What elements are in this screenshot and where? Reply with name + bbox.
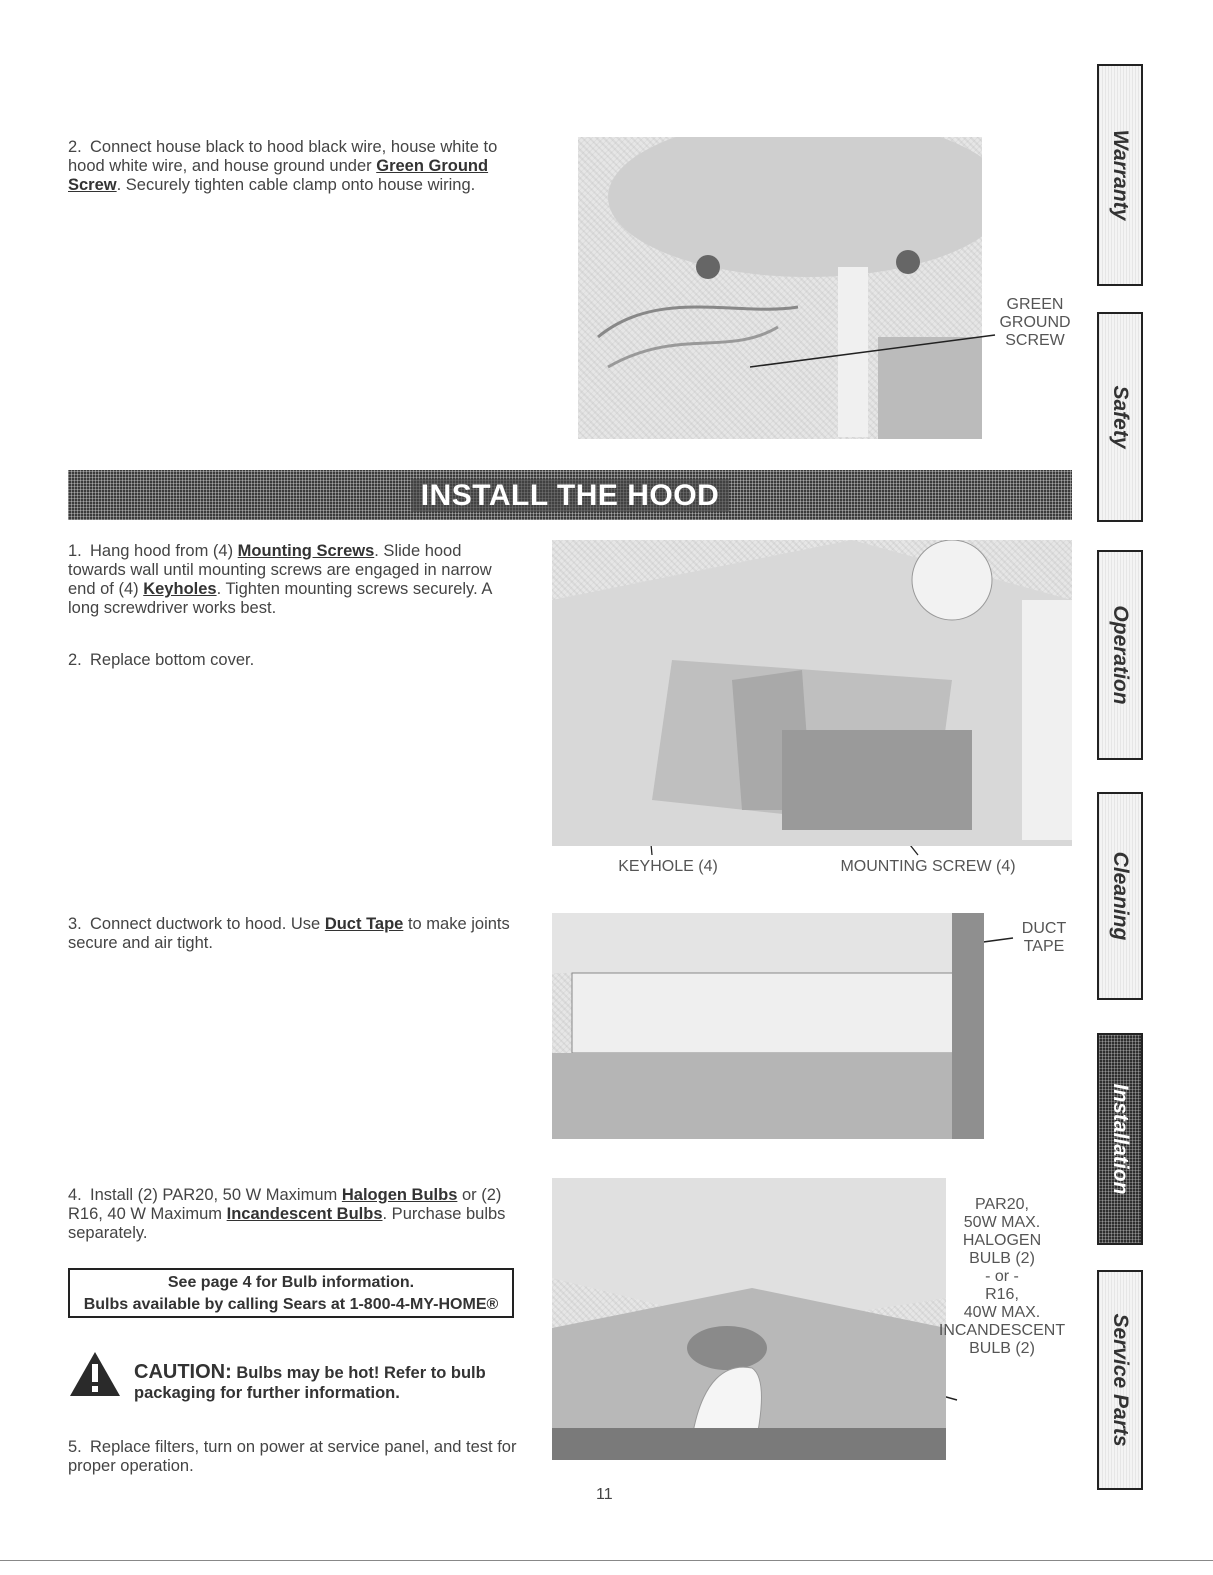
- step-number: 1.: [68, 542, 82, 560]
- bulb-info-line: Bulbs available by calling Sears at 1-800-4-MY-HOME®: [83, 1296, 499, 1313]
- tab-service-parts[interactable]: [1097, 1270, 1143, 1490]
- tab-label: Cleaning: [1109, 851, 1132, 941]
- photo-duct-tape: [552, 913, 984, 1139]
- step-number: 2.: [68, 138, 82, 156]
- step-text: Connect ductwork to hood. Use: [90, 915, 321, 933]
- callout-duct-tape: [1014, 920, 1074, 956]
- bulb-info-line: See page 4 for Bulb information.: [167, 1274, 415, 1291]
- callout-line: GROUND: [999, 314, 1071, 331]
- callout-line: R16,: [985, 1286, 1019, 1303]
- callout-line: - or -: [985, 1268, 1019, 1285]
- banner-title: INSTALL THE HOOD: [411, 479, 730, 512]
- caution-message: Bulbs may be hot! Refer to bulb packaging for further information.: [134, 1364, 486, 1402]
- step-number: 3.: [68, 915, 82, 933]
- mounting-screws-term: Mounting Screws: [237, 542, 375, 560]
- caption-keyhole: KEYHOLE (4): [618, 858, 718, 875]
- callout-line: BULB (2): [969, 1340, 1035, 1357]
- duct-tape-term: Duct Tape: [324, 915, 404, 933]
- callout-green-ground-screw: [996, 296, 1074, 350]
- step-text: Replace bottom cover.: [90, 651, 255, 669]
- footer-divider: [0, 1560, 1213, 1561]
- callout-line: BULB (2): [969, 1250, 1035, 1267]
- tab-cleaning[interactable]: [1097, 792, 1143, 1000]
- page-number: 11: [596, 1486, 613, 1503]
- step-text-end: . Securely tighten cable clamp onto house wiring.: [116, 176, 476, 194]
- step-number: 5.: [68, 1438, 82, 1456]
- bulb-info-box: [68, 1268, 514, 1318]
- caution-text: [134, 1362, 534, 1403]
- callout-line: DUCT: [1021, 920, 1067, 937]
- step-text: . Slide hood towards wall until mounting screws are engaged in narrow end of (4): [68, 542, 492, 598]
- step-text: to make joints secure and air tight.: [68, 915, 510, 952]
- step-hang-hood: [68, 542, 520, 618]
- step-text: or (2) R16, 40 W Maximum: [68, 1186, 502, 1223]
- callout-line: 50W MAX.: [963, 1214, 1041, 1231]
- green-ground-screw-term: Green Ground Screw: [68, 157, 489, 194]
- tab-warranty[interactable]: [1097, 64, 1143, 286]
- incandescent-bulbs-term: Incandescent Bulbs: [226, 1205, 383, 1223]
- step-text: Connect house black to hood black wire, house white to hood white wire, and house ground under: [68, 138, 498, 175]
- section-banner: [68, 470, 1072, 520]
- keyholes-term: Keyholes: [143, 580, 217, 598]
- tab-installation[interactable]: [1097, 1033, 1143, 1245]
- step-number: 4.: [68, 1186, 82, 1204]
- callout-line: HALOGEN: [962, 1232, 1042, 1249]
- callout-line: 40W MAX.: [963, 1304, 1041, 1321]
- photo-wiring: [578, 137, 982, 439]
- callout-line: TAPE: [1023, 938, 1065, 955]
- warning-icon: [68, 1350, 122, 1398]
- callout-line: PAR20,: [975, 1196, 1029, 1213]
- callout-bulb-specs: [928, 1196, 1076, 1358]
- step-replace-cover: [68, 651, 520, 670]
- step-number: 2.: [68, 651, 82, 669]
- tab-label: Installation: [1109, 1083, 1132, 1195]
- step-text: Hang hood from (4): [90, 542, 234, 560]
- step-connect-duct: [68, 915, 520, 953]
- tab-label: Safety: [1109, 385, 1132, 449]
- step-text: Install (2) PAR20, 50 W Maximum: [90, 1186, 338, 1204]
- photo-bulbs: [552, 1178, 946, 1460]
- step-install-bulbs: [68, 1186, 520, 1243]
- halogen-bulbs-term: Halogen Bulbs: [341, 1186, 458, 1204]
- step-text: . Purchase bulbs separately.: [68, 1205, 506, 1242]
- tab-operation[interactable]: [1097, 550, 1143, 760]
- tab-safety[interactable]: [1097, 312, 1143, 522]
- tab-label: Warranty: [1109, 129, 1132, 221]
- caption-mounting-screw: MOUNTING SCREW (4): [840, 858, 1016, 875]
- photo-keyholes: [552, 540, 1072, 846]
- step-connect-wiring: [68, 138, 520, 195]
- tab-label: Service Parts: [1109, 1313, 1132, 1447]
- step-replace-filters: [68, 1438, 520, 1476]
- step-text: Replace filters, turn on power at service panel, and test for proper operation.: [68, 1438, 517, 1475]
- callout-line: SCREW: [1005, 332, 1065, 349]
- caution-label: CAUTION:: [134, 1361, 232, 1383]
- callout-line: GREEN: [1006, 296, 1064, 313]
- tab-label: Operation: [1109, 605, 1132, 705]
- callout-line: INCANDESCENT: [938, 1322, 1066, 1339]
- step-text: . Tighten mounting screws securely. A long screwdriver works best.: [68, 580, 492, 617]
